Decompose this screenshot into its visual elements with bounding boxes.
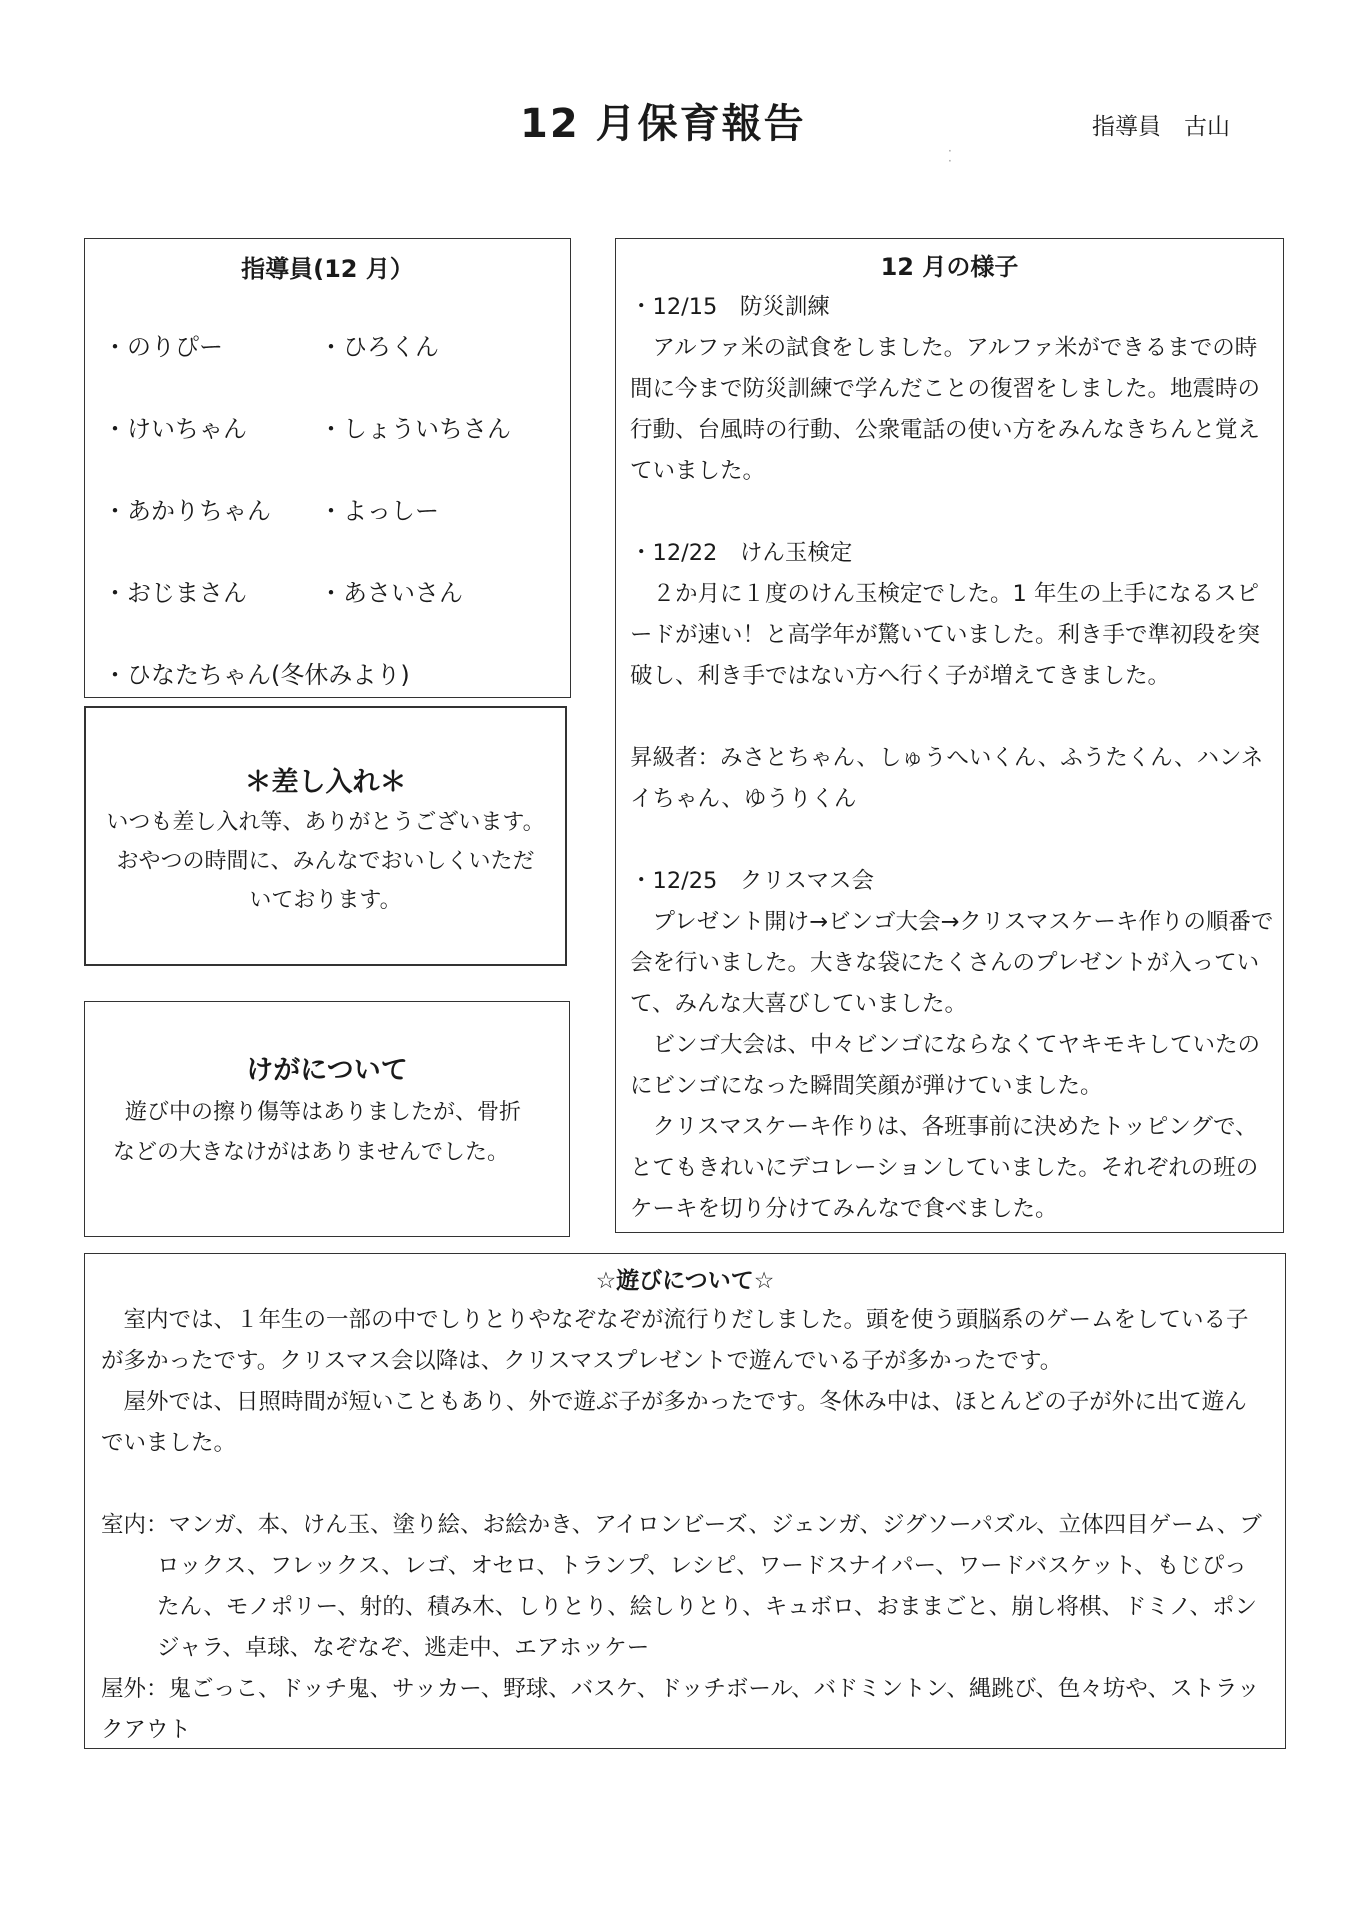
staff-member: ・ひなたちゃん(冬休みより) bbox=[103, 661, 410, 689]
staff-box bbox=[84, 238, 571, 698]
outdoor-games-list: 屋外：鬼ごっこ、ドッチ鬼、サッカー、野球、バスケ、ドッチボール、バドミントン、縄跳び、色々坊や、ストラックアウト bbox=[101, 1676, 1260, 1743]
staff-member: ・のりぴー bbox=[103, 333, 223, 361]
staff-title: 指導員(12 月） bbox=[241, 255, 414, 283]
injury-box bbox=[84, 1001, 570, 1237]
event-heading: ・12/25 クリスマス会 bbox=[630, 868, 874, 894]
injury-line: 遊び中の擦り傷等はありましたが、骨折 bbox=[125, 1100, 522, 1125]
staff-member: ・けいちゃん bbox=[103, 415, 247, 443]
event-text: アルファ米の試食をしました。アルファ米ができるまでの時間に今まで防災訓練で学んだことの復習をしました。地震時の行動、台風時の行動、公衆電話の使い方をみんなきちんと覚えていました。 bbox=[630, 335, 1261, 484]
staff-row bbox=[103, 491, 563, 573]
injury-title: けがについて bbox=[246, 1055, 408, 1086]
gift-body bbox=[86, 803, 565, 920]
event-text: プレゼント開け→ビンゴ大会→クリスマスケーキ作りの順番で会を行いました。大きな袋にたくさんのプレゼントが入っていて、みんな大喜びしていました。 bbox=[630, 909, 1274, 1017]
staff-member: ・あかりちゃん bbox=[103, 497, 271, 525]
staff-row bbox=[103, 327, 563, 409]
staff-member: ・あさいさん bbox=[319, 579, 463, 607]
staff-member: ・よっしー bbox=[319, 497, 439, 525]
play-outdoor-text: 屋外では、日照時間が短いこともあり、外で遊ぶ子が多かったです。冬休み中は、ほとんどの子が外に出て遊んでいました。 bbox=[101, 1389, 1247, 1456]
play-indoor-text: 室内では、１年生の一部の中でしりとりやなぞなぞが流行りだしました。頭を使う頭脳系のゲームをしている子が多かったです。クリスマス会以降は、クリスマスプレゼントで遊んでいる子が多かったです。 bbox=[101, 1307, 1249, 1374]
indoor-games-list: 室内：マンガ、本、けん玉、塗り絵、お絵かき、アイロンビーズ、ジェンガ、ジグソーパズル、立体四目ゲーム、ブロックス、フレックス、レゴ、オセロ、トランプ、レシピ、ワードスナイパー、ワードバスケット、もじぴったん、モノポリー、射的、積み木、しりとり、絵しりとり、キュボロ、おままごと、崩し将棋、ドミノ、ポンジャラ、卓球、なぞなぞ、逃走中、エアホッケー bbox=[101, 1512, 1262, 1661]
december-content bbox=[630, 287, 1275, 1230]
instructor-name: 指導員 古山 bbox=[1092, 114, 1230, 140]
gift-box bbox=[84, 706, 567, 966]
event-heading: ・12/15 防災訓練 bbox=[630, 294, 830, 320]
staff-list bbox=[103, 327, 563, 737]
page-title: 12 月保育報告 bbox=[520, 101, 806, 147]
gift-title: ＊差し入れ＊ bbox=[244, 767, 407, 798]
play-title: ☆遊びについて☆ bbox=[595, 1268, 775, 1294]
december-box bbox=[615, 238, 1284, 1233]
scan-specks: · · bbox=[948, 144, 952, 168]
staff-member: ・おじまさん bbox=[103, 579, 247, 607]
play-content bbox=[101, 1300, 1269, 1751]
staff-row bbox=[103, 573, 563, 655]
gift-line: いつも差し入れ等、ありがとうございます。 bbox=[106, 810, 545, 835]
gift-line: いております。 bbox=[249, 888, 402, 913]
event-text: クリスマスケーキ作りは、各班事前に決めたトッピングで、とてもきれいにデコレーションしていました。それぞれの班のケーキを切り分けてみんなで食べました。 bbox=[630, 1114, 1259, 1222]
injury-body bbox=[113, 1093, 559, 1173]
event-heading: ・12/22 けん玉検定 bbox=[630, 540, 853, 566]
staff-row bbox=[103, 409, 563, 491]
event-text: ビンゴ大会は、中々ビンゴにならなくてヤキモキしていたのにビンゴになった瞬間笑顔が弾けていました。 bbox=[630, 1032, 1261, 1099]
staff-member: ・ひろくん bbox=[319, 333, 439, 361]
staff-member: ・しょういちさん bbox=[319, 415, 511, 443]
december-title: 12 月の様子 bbox=[880, 253, 1019, 281]
promoted-list: 昇級者：みさとちゃん、しゅうへいくん、ふうたくん、ハンネイちゃん、ゆうりくん bbox=[630, 745, 1264, 812]
gift-line: おやつの時間に、みんなでおいしくいただ bbox=[116, 849, 535, 874]
event-text: ２か月に１度のけん玉検定でした。1 年生の上手になるスピードが速い！と高学年が驚いていました。利き手で準初段を突破し、利き手ではない方へ行く子が増えてきました。 bbox=[630, 581, 1261, 689]
injury-line: などの大きなけがはありませんでした。 bbox=[113, 1140, 510, 1165]
play-box bbox=[84, 1253, 1286, 1749]
